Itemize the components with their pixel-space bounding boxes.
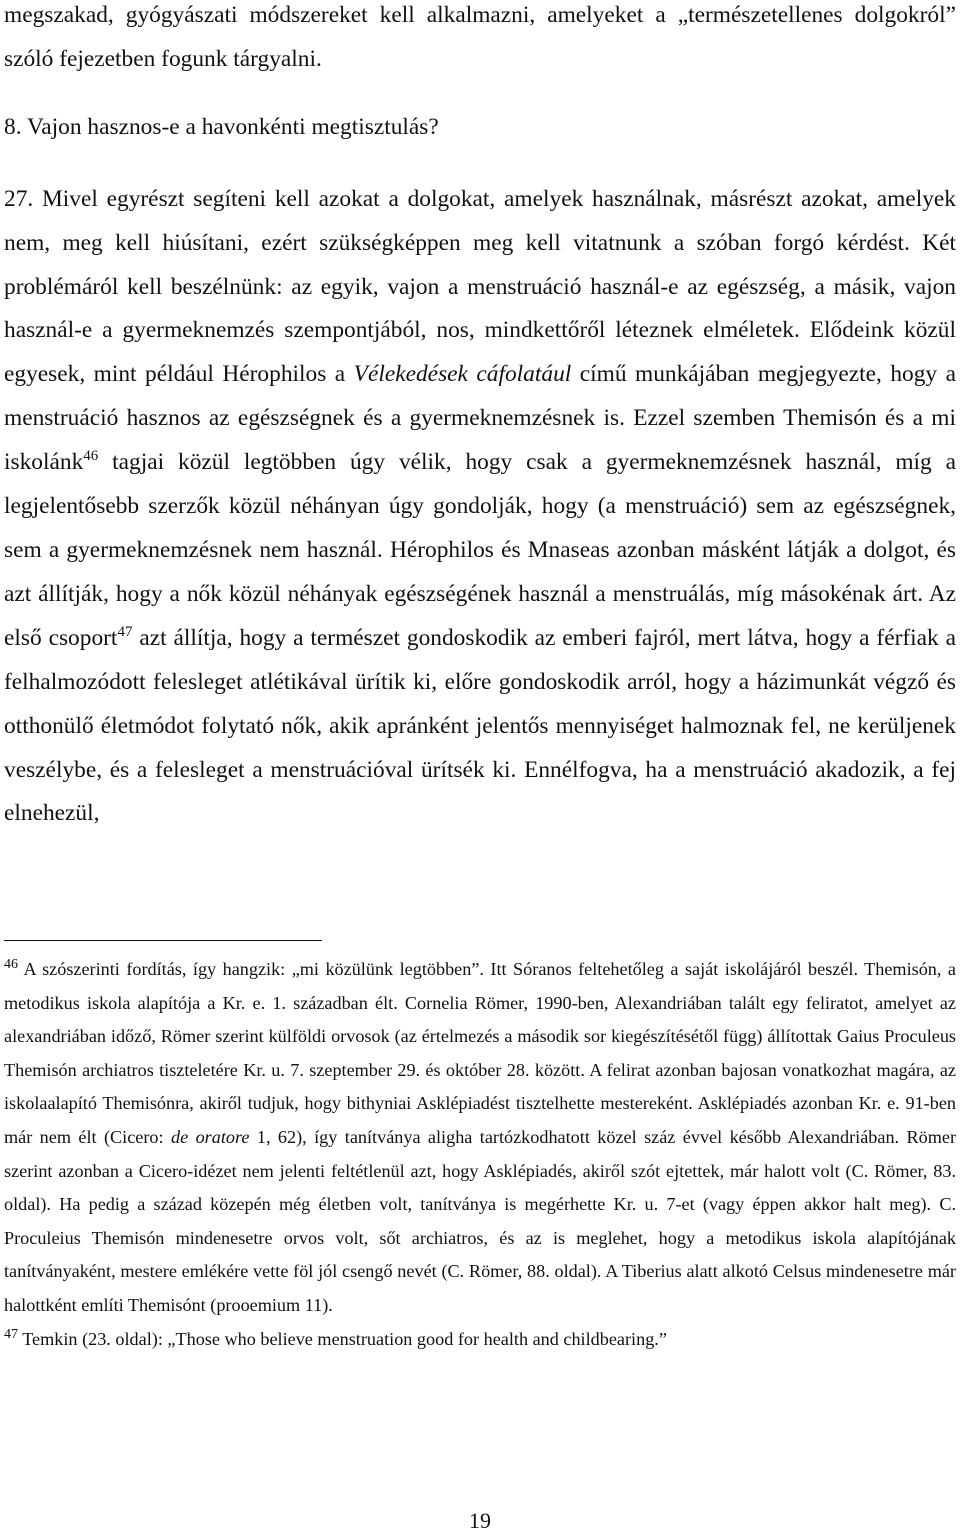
paragraph-text: tagjai közül legtöbben úgy vélik, hogy csak a gyermeknemzésnek használ, míg a legjelentősebb szerzők közül néhányan úgy gondolják, hogy (a menstruáció) sem az egészségnek, sem a gyermeknemzésnek nem használ. Hérophilos és Mnaseas azonban másként látják a dolgot, és azt állítják, hogy a nők közül néhányak egészségének használ a menstruálás, míg másokénak árt. Az első csoport <box>4 449 956 651</box>
paragraph-text: című munkájában megjegyezte, hogy a menstruáció hasznos az egészségnek és a gyermeknemzésnek is. Ezzel szemben Themisón és a mi iskolánk <box>4 361 956 476</box>
footnote-47 <box>4 1323 956 1357</box>
work-title-italic: de oratore <box>171 1126 250 1147</box>
footnotes <box>4 953 956 1356</box>
footnote-ref-46[interactable]: 46 <box>83 448 99 465</box>
footnote-text: A szószerinti fordítás, így hangzik: „mi közülünk legtöbben”. Itt Sóranos feltehetőleg a saját iskolájáról beszél. Themisón, a metodikus iskola alapítója a Kr. e. 1. században élt. Cornelia Römer, 1990-ben, Alexandriában talált egy feliratot, amelyet az alexandriában időző, Römer szerint külföldi orvosok (az értelmezés a második sor kiegészítésétől függ) állítottak Gaius Proculeus Themisón archiatros tiszteletére Kr. u. 7. szeptember 29. és október 28. között. A felirat azonban bajosan vonatkozhat magára, az iskolaalapító Themisónra, akiről tudjuk, hogy bithyniai Asklépiadést tisztelhette mestereként. Asklépiadés azonban Kr. e. 91-ben már nem élt (Cicero: <box>4 959 956 1147</box>
work-title-italic: Vélekedések cáfolatául <box>353 361 572 388</box>
footnote-separator <box>4 940 322 941</box>
footnote-text: 1, 62), így tanítványa aligha tartózkodhatott közel száz évvel később Alexandriában. Römer szerint azonban a Cicero-idézet nem jelenti feltétlenül azt, hogy Asklépiadés, akiről szót ejtettek, már halott volt (C. Römer, 83. oldal). Ha pedig a század közepén még életben volt, tanítványa is megérhette Kr. u. 7-et (vagy éppen akkor halt meg). C. Proculeius Themisón mindenesetre orvos volt, sőt archiatros, és az is meglehet, hogy a metodikus iskola alapítójának tanítványaként, mestere emlékére vette föl jól csengő nevét (C. Römer, 88. oldal). A Tiberius alatt alkotó Celsus mindenesetre már halottként említi Themisónt (prooemium 11). <box>4 1126 957 1315</box>
paragraph-text: 27. Mivel egyrészt segíteni kell azokat a dolgokat, amelyek használnak, másrészt azokat, amelyek nem, meg kell hiúsítani, ezért szükségképpen meg kell vitatnunk a szóban forgó kérdést. Két problémáról kell beszélnünk: az egyik, vajon a menstruáció használ-e az egészség, a másik, vajon használ-e a gyermeknemzés szempontjából, nos, mindkettőről léteznek elméletek. Elődeink közül egyesek, mint például Hérophilos a <box>4 185 956 388</box>
footnote-46 <box>4 953 956 1323</box>
footnote-number: 47 <box>4 1326 18 1342</box>
document-page <box>4 0 957 1533</box>
paragraph-continuation: megszakad, gyógyászati módszereket kell alkalmazni, amelyeket a „természetellenes dolgokról” szóló fejezetben fogunk tárgyalni. <box>4 2 956 72</box>
page-number: 19 <box>469 1508 491 1533</box>
section-heading: 8. Vajon hasznos-e a havonkénti megtisztulás? <box>4 113 439 140</box>
footnote-text: Temkin (23. oldal): „Those who believe menstruation good for health and childbearing.” <box>18 1328 667 1349</box>
footnote-ref-47[interactable]: 47 <box>117 623 133 640</box>
paragraph-text: azt állítja, hogy a természet gondoskodik az emberi fajról, mert látva, hogy a férfiak a felhalmozódott felesleget atlétikával ürítik ki, előre gondoskodik arról, hogy a házimunkát végző és otthonülő életmódot folytató nők, akik apránként jelentős mennyiséget halmoznak fel, ne kerüljenek veszélybe, és a felesleget a menstruációval ürítsék ki. Ennélfogva, ha a menstruáció akadozik, a fej elnehezül, <box>4 624 956 827</box>
paragraph-27 <box>4 178 956 837</box>
footnote-number: 46 <box>4 957 18 972</box>
